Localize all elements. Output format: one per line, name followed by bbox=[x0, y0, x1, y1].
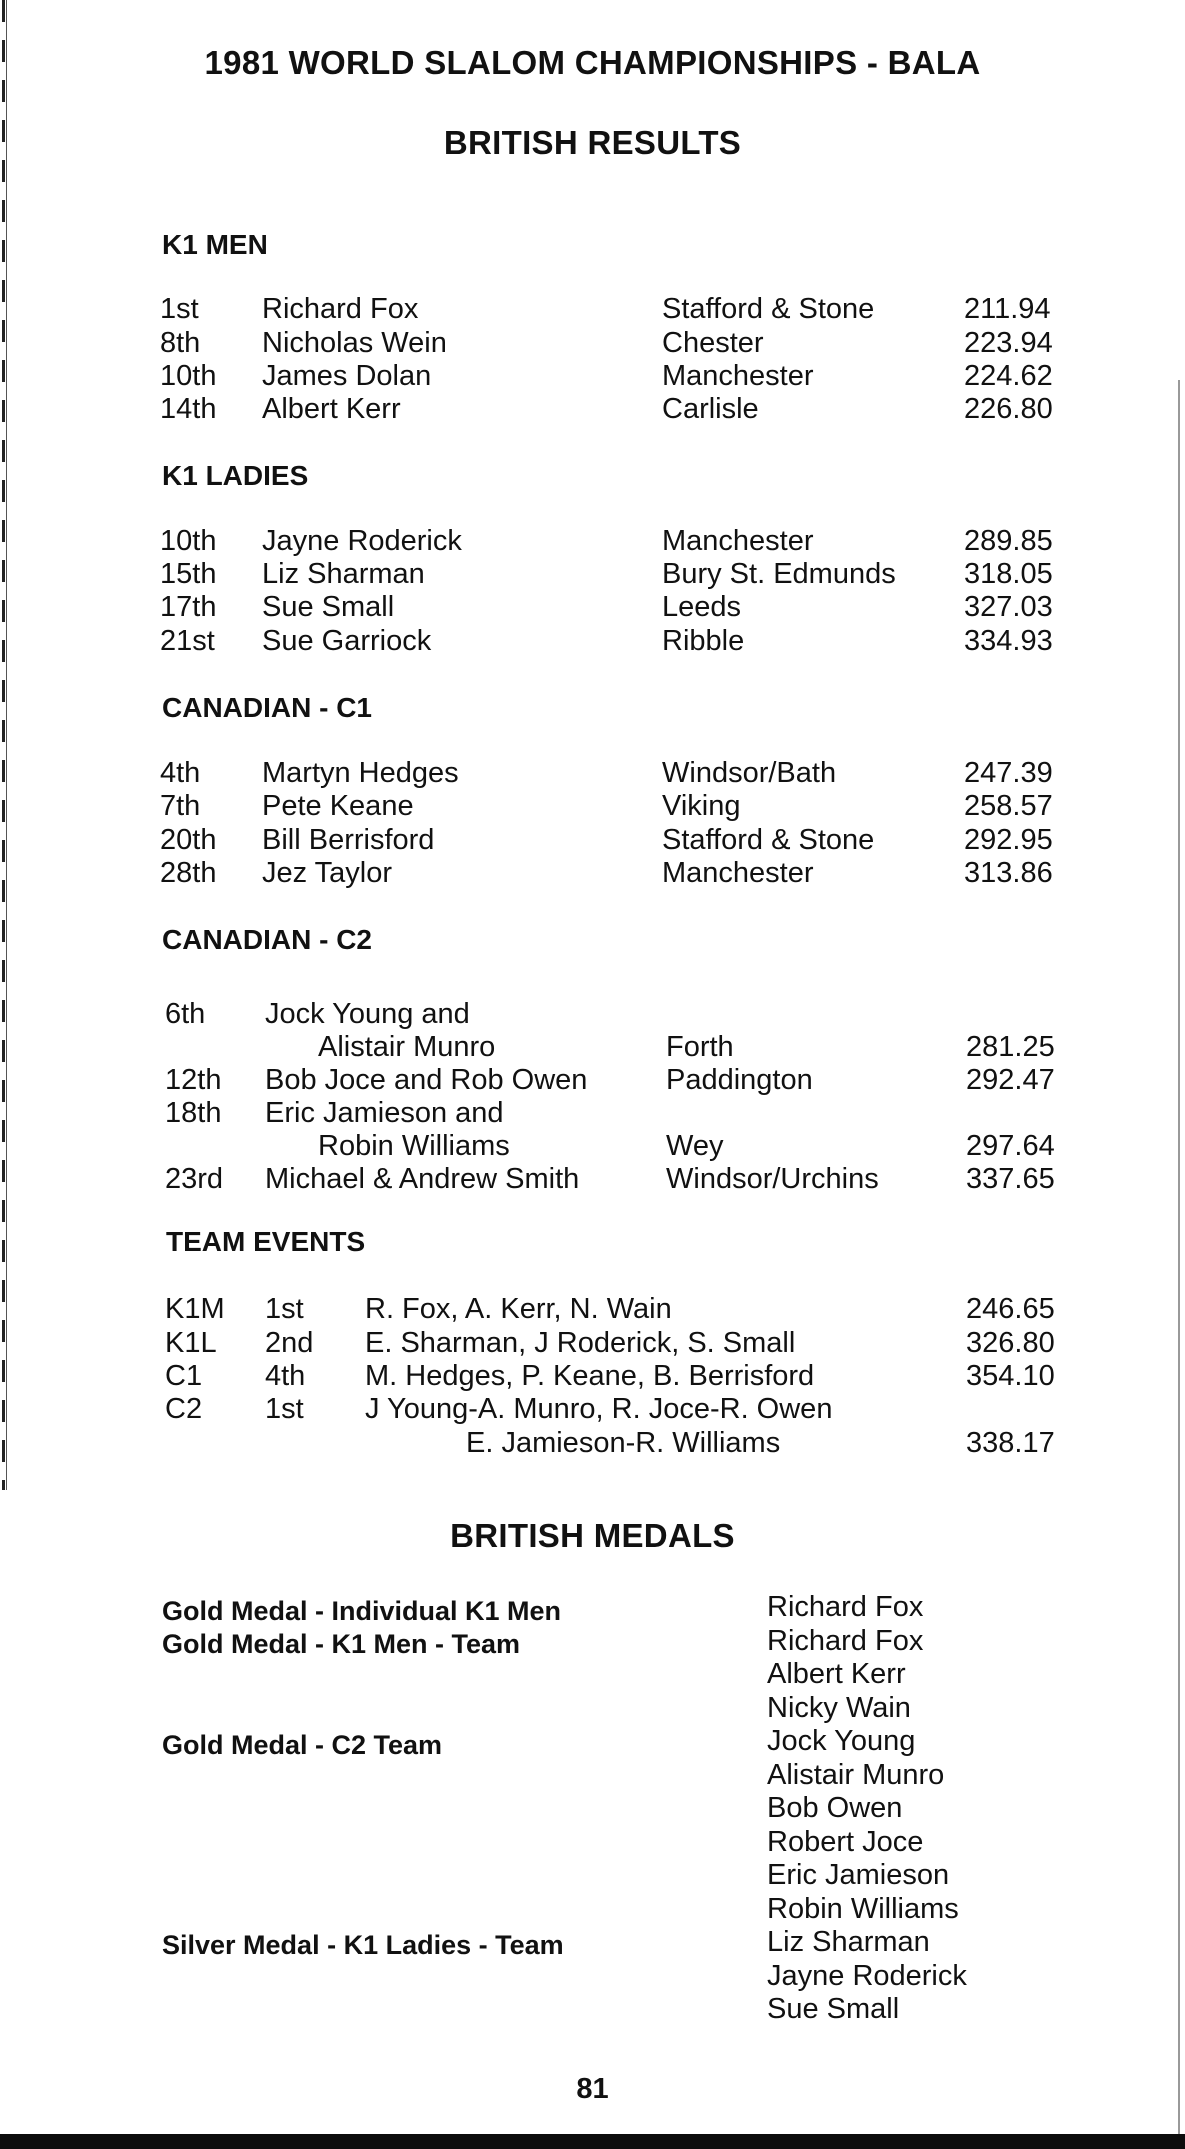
result-time: 318.05 bbox=[964, 558, 1053, 590]
result-name: Martyn Hedges bbox=[262, 757, 459, 789]
medal-winner: Jock Young bbox=[767, 1725, 916, 1757]
result-time: 292.95 bbox=[964, 824, 1053, 856]
result-time: 297.64 bbox=[966, 1130, 1055, 1162]
page-title: 1981 WORLD SLALOM CHAMPIONSHIPS - BALA bbox=[204, 44, 981, 81]
page-subtitle: BRITISH RESULTS bbox=[443, 124, 742, 161]
result-row bbox=[0, 625, 1185, 659]
result-name: Liz Sharman bbox=[262, 558, 425, 590]
team-position: 1st bbox=[265, 1393, 304, 1425]
team-event: K1M bbox=[165, 1293, 225, 1325]
medal-winner: Robin Williams bbox=[767, 1892, 959, 1925]
result-club: Paddington bbox=[666, 1064, 813, 1096]
team-row bbox=[0, 1393, 1185, 1427]
result-time: 211.94 bbox=[964, 293, 1051, 325]
team-event: K1L bbox=[165, 1327, 217, 1359]
result-club: Manchester bbox=[662, 360, 814, 392]
page-number: 81 bbox=[576, 2073, 609, 2105]
result-row bbox=[0, 998, 1185, 1032]
team-members-second-line: E. Jamieson-R. Williams bbox=[466, 1427, 781, 1459]
result-position: 4th bbox=[160, 757, 201, 789]
result-club: Bury St. Edmunds bbox=[662, 558, 896, 590]
result-club: Manchester bbox=[662, 525, 814, 557]
result-row bbox=[0, 393, 1185, 427]
result-club: Viking bbox=[662, 790, 741, 822]
medal-winner: Richard Fox bbox=[767, 1591, 924, 1623]
result-name-second-line: Alistair Munro bbox=[318, 1031, 496, 1063]
result-row-continued bbox=[0, 1031, 1185, 1065]
result-club: Stafford & Stone bbox=[662, 293, 875, 325]
result-time: 247.39 bbox=[964, 757, 1053, 789]
medal-winners-list bbox=[767, 1591, 967, 2027]
team-members: M. Hedges, P. Keane, B. Berrisford bbox=[365, 1360, 815, 1392]
result-club: Manchester bbox=[662, 857, 814, 889]
result-name-second-line: Robin Williams bbox=[318, 1130, 510, 1162]
medal-winner: Alistair Munro bbox=[767, 1758, 945, 1791]
medal-category: Gold Medal - Individual K1 Men bbox=[162, 1596, 562, 1626]
medal-winner: Albert Kerr bbox=[767, 1658, 906, 1690]
result-name: Bob Joce and Rob Owen bbox=[265, 1064, 588, 1096]
result-row bbox=[0, 1064, 1185, 1098]
section-heading-team-events: TEAM EVENTS bbox=[166, 1226, 366, 1257]
section-heading-canadian-c1: CANADIAN - C1 bbox=[162, 692, 372, 723]
section-heading-british-medals: BRITISH MEDALS bbox=[450, 1517, 735, 1554]
medal-category: Silver Medal - K1 Ladies - Team bbox=[162, 1930, 564, 1960]
team-time: 354.10 bbox=[966, 1360, 1055, 1392]
team-position: 4th bbox=[265, 1360, 306, 1392]
result-row bbox=[0, 327, 1185, 361]
team-time: 246.65 bbox=[966, 1293, 1055, 1325]
result-row bbox=[0, 591, 1185, 625]
team-event: C1 bbox=[165, 1360, 203, 1392]
medal-category: Gold Medal - K1 Men - Team bbox=[162, 1629, 521, 1659]
result-time: 226.80 bbox=[964, 393, 1053, 425]
result-time: 281.25 bbox=[966, 1031, 1055, 1063]
result-position: 6th bbox=[165, 998, 206, 1030]
result-row bbox=[0, 857, 1185, 891]
team-row bbox=[0, 1327, 1185, 1361]
result-name: Pete Keane bbox=[262, 790, 414, 822]
medal-winner: Jayne Roderick bbox=[767, 1959, 967, 1992]
medal-category: Gold Medal - C2 Team bbox=[162, 1730, 443, 1760]
result-club: Wey bbox=[666, 1130, 724, 1162]
result-position: 10th bbox=[160, 360, 217, 392]
result-position: 20th bbox=[160, 824, 217, 856]
team-members: E. Sharman, J Roderick, S. Small bbox=[365, 1327, 796, 1359]
result-time: 289.85 bbox=[964, 525, 1053, 557]
result-name: Michael & Andrew Smith bbox=[265, 1163, 580, 1195]
result-name: Richard Fox bbox=[262, 293, 419, 325]
result-club: Carlisle bbox=[662, 393, 759, 425]
result-row bbox=[0, 790, 1185, 824]
team-members: J Young-A. Munro, R. Joce-R. Owen bbox=[365, 1393, 833, 1425]
result-row-continued bbox=[0, 1130, 1185, 1164]
result-position: 17th bbox=[160, 591, 217, 623]
result-position: 21st bbox=[160, 625, 215, 657]
result-position: 7th bbox=[160, 790, 201, 822]
result-position: 23rd bbox=[165, 1163, 224, 1195]
result-time: 224.62 bbox=[964, 360, 1053, 392]
result-club: Ribble bbox=[662, 625, 745, 657]
result-row bbox=[0, 525, 1185, 559]
result-time: 313.86 bbox=[964, 857, 1053, 889]
result-name: Sue Small bbox=[262, 591, 395, 623]
medal-winner: Liz Sharman bbox=[767, 1926, 930, 1958]
team-time: 338.17 bbox=[966, 1427, 1055, 1459]
medal-winner: Nicky Wain bbox=[767, 1691, 911, 1724]
result-row bbox=[0, 1163, 1185, 1197]
result-club: Windsor/Urchins bbox=[666, 1163, 879, 1195]
result-time: 334.93 bbox=[964, 625, 1053, 657]
result-position: 18th bbox=[165, 1097, 222, 1129]
result-position: 1st bbox=[160, 293, 199, 325]
result-name: Jez Taylor bbox=[262, 857, 393, 889]
result-name: Bill Berrisford bbox=[262, 824, 435, 856]
result-row bbox=[0, 293, 1185, 327]
result-position: 14th bbox=[160, 393, 217, 425]
result-position: 28th bbox=[160, 857, 217, 889]
result-time: 223.94 bbox=[964, 327, 1053, 359]
medal-winner: Eric Jamieson bbox=[767, 1859, 950, 1891]
result-club: Windsor/Bath bbox=[662, 757, 837, 789]
result-row bbox=[0, 757, 1185, 791]
bottom-scan-border bbox=[0, 2134, 1185, 2149]
left-binding-edge bbox=[2, 0, 5, 1490]
team-row bbox=[0, 1360, 1185, 1394]
result-club: Stafford & Stone bbox=[662, 824, 875, 856]
team-row bbox=[0, 1293, 1185, 1327]
result-row bbox=[0, 558, 1185, 592]
team-position: 1st bbox=[265, 1293, 304, 1325]
medal-winner: Sue Small bbox=[767, 1993, 900, 2025]
team-row-continued bbox=[0, 1427, 1185, 1461]
result-time: 292.47 bbox=[966, 1064, 1055, 1096]
result-row bbox=[0, 360, 1185, 394]
result-name: Nicholas Wein bbox=[262, 327, 447, 359]
team-time: 326.80 bbox=[966, 1327, 1055, 1359]
result-club: Forth bbox=[666, 1031, 734, 1063]
result-name: Jayne Roderick bbox=[262, 525, 462, 557]
team-members: R. Fox, A. Kerr, N. Wain bbox=[365, 1293, 672, 1325]
team-position: 2nd bbox=[265, 1327, 314, 1359]
result-club: Chester bbox=[662, 327, 764, 359]
medal-winner: Robert Joce bbox=[767, 1825, 924, 1858]
result-position: 8th bbox=[160, 327, 201, 359]
result-name: Eric Jamieson and bbox=[265, 1097, 504, 1129]
medal-winner: Bob Owen bbox=[767, 1792, 903, 1824]
result-position: 15th bbox=[160, 558, 217, 590]
team-event: C2 bbox=[165, 1393, 203, 1425]
left-margin-line bbox=[6, 0, 7, 1490]
result-name: Jock Young and bbox=[265, 998, 470, 1030]
section-heading-canadian-c2: CANADIAN - C2 bbox=[162, 924, 372, 955]
result-row bbox=[0, 824, 1185, 858]
result-name: Sue Garriock bbox=[262, 625, 432, 657]
section-heading-k1-men: K1 MEN bbox=[162, 229, 268, 260]
medal-winner: Richard Fox bbox=[767, 1624, 924, 1657]
result-name: James Dolan bbox=[262, 360, 432, 392]
result-position: 12th bbox=[165, 1064, 222, 1096]
result-time: 337.65 bbox=[966, 1163, 1055, 1195]
result-time: 327.03 bbox=[964, 591, 1053, 623]
result-name: Albert Kerr bbox=[262, 393, 401, 425]
result-time: 258.57 bbox=[964, 790, 1053, 822]
result-club: Leeds bbox=[662, 591, 742, 623]
section-heading-k1-ladies: K1 LADIES bbox=[162, 460, 309, 491]
result-position: 10th bbox=[160, 525, 217, 557]
result-row bbox=[0, 1097, 1185, 1131]
